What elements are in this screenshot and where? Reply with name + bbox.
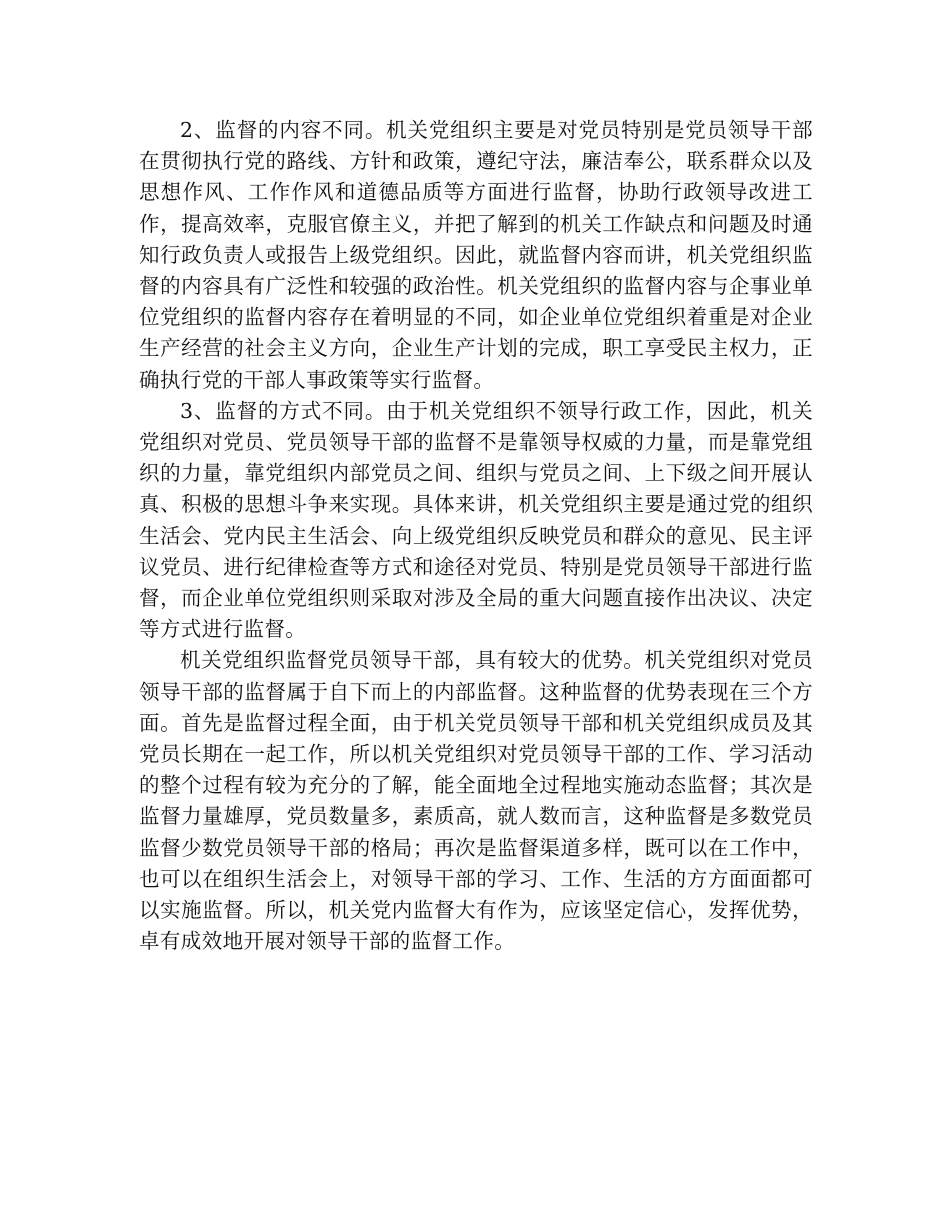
paragraph-supervision-method: 3、监督的方式不同。由于机关党组织不领导行政工作，因此，机关党组织对党员、党员领导干部的监督不是靠领导权威的力量，而是靠党组织的力量，靠党组织内部党员之间、组织与党员之间、上下级之间开展认真、积极的思想斗争来实现。具体来讲，机关党组织主要是通过党的组织生活会、党内民主生活会、向上级党组织反映党员和群众的意见、民主评议党员、进行纪律检查等方式和途径对党员、特别是党员领导干部进行监督，而企业单位党组织则采取对涉及全局的重大问题直接作出决议、决定等方式进行监督。	[139, 398, 813, 642]
document-body	[139, 115, 813, 957]
paragraph-supervision-content: 2、监督的内容不同。机关党组织主要是对党员特别是党员领导干部在贯彻执行党的路线、方针和政策，遵纪守法，廉洁奉公，联系群众以及思想作风、工作作风和道德品质等方面进行监督，协助行政领导改进工作，提高效率，克服官僚主义，并把了解到的机关工作缺点和问题及时通知行政负责人或报告上级党组织。因此，就监督内容而讲，机关党组织监督的内容具有广泛性和较强的政治性。机关党组织的监督内容与企事业单位党组织的监督内容存在着明显的不同，如企业单位党组织着重是对企业生产经营的社会主义方向，企业生产计划的完成，职工享受民主权力，正确执行党的干部人事政策等实行监督。	[139, 118, 813, 392]
paragraph-supervision-advantages: 机关党组织监督党员领导干部，具有较大的优势。机关党组织对党员领导干部的监督属于自下而上的内部监督。这种监督的优势表现在三个方面。首先是监督过程全面，由于机关党员领导干部和机关党组织成员及其党员长期在一起工作，所以机关党组织对党员领导干部的工作、学习活动的整个过程有较为充分的了解，能全面地全过程地实施动态监督；其次是监督力量雄厚，党员数量多，素质高，就人数而言，这种监督是多数党员监督少数党员领导干部的格局；再次是监督渠道多样，既可以在工作中，也可以在组织生活会上，对领导干部的学习、工作、生活的方方面面都可以实施监督。所以，机关党内监督大有作为，应该坚定信心，发挥优势，卓有成效地开展对领导干部的监督工作。	[139, 648, 813, 954]
